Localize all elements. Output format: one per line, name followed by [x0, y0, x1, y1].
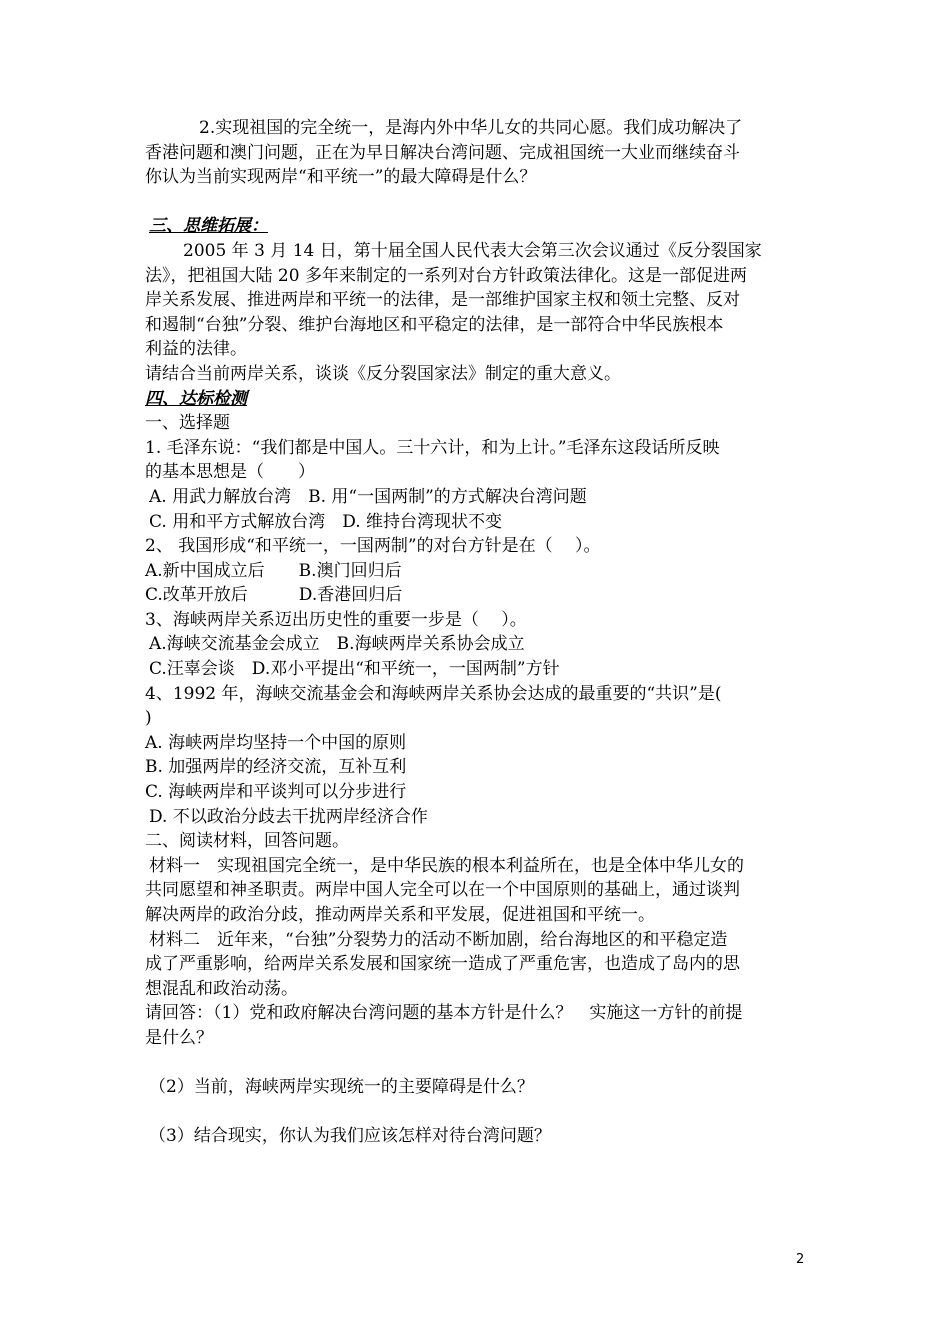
question-4 — [145, 682, 825, 830]
question-stem: 1. 毛泽东说：“我们都是中国人。三十六计，和为上计。”毛泽东这段话所反映 — [145, 437, 720, 458]
text-line: 是什么？ — [145, 1027, 213, 1048]
section-4 — [145, 387, 825, 1149]
text-line: 材料二 近年来，“台独”分裂势力的活动不断加剧，给台海地区的和平稳定造 — [149, 929, 728, 950]
text-line: 成了严重影响，给两岸关系发展和国家统一造成了严重危害，也造成了岛内的思 — [145, 954, 740, 975]
question-stem: 的基本思想是（ ） — [145, 462, 315, 483]
text-line: 香港问题和澳门问题，正在为早日解决台湾问题、完成祖国统一大业而继续奋斗 — [145, 142, 740, 163]
text-line: 请回答：（1）党和政府解决台湾问题的基本方针是什么？ 实施这一方针的前提 — [145, 1003, 743, 1024]
text-line: 2.实现祖国的完全统一，是海内外中华儿女的共同心愿。我们成功解决了 — [199, 118, 743, 138]
option-line: C.汪辜会谈 D.邓小平提出“和平统一，一国两制”方针 — [149, 659, 560, 680]
text-line: 你认为当前实现两岸“和平统一”的最大障碍是什么？ — [145, 167, 537, 188]
answer-question-2: （2）当前，海峡两岸实现统一的主要障碍是什么？ — [149, 1077, 534, 1098]
text-line: 岸关系发展、推进两岸和平统一的法律，是一部维护国家主权和领土完整、反对 — [145, 290, 740, 311]
text-line: 利益的法律。 — [145, 339, 247, 360]
option-line: D. 不以政治分歧去干扰两岸经济合作 — [149, 806, 428, 827]
document-page — [145, 116, 825, 1149]
option-line: B. 加强两岸的经济交流，互补互利 — [145, 757, 407, 778]
question-stem: ) — [145, 708, 152, 729]
text-line: 2005 年 3 月 14 日，第十届全国人民代表大会第三次会议通过《反分裂国家 — [183, 240, 762, 261]
answer-question-3: （3）结合现实，你认为我们应该怎样对待台湾问题？ — [149, 1126, 551, 1147]
text-line: 法》，把祖国大陆 20 多年来制定的一系列对台方针政策法律化。这是一部促进两 — [145, 265, 747, 286]
question-2-block — [145, 116, 825, 190]
question-stem: 4、1992 年，海峡交流基金会和海峡两岸关系协会达成的最重要的“共识”是( — [145, 683, 722, 704]
option-line: A.新中国成立后 B.澳门回归后 — [145, 560, 402, 581]
question-stem: 2、 我国形成“和平统一，一国两制”的对台方针是在（ ）。 — [145, 536, 601, 557]
option-line: C.改革开放后 D.香港回归后 — [145, 585, 403, 606]
text-line: 想混乱和政治动荡。 — [145, 978, 298, 999]
text-line: 共同愿望和神圣职责。两岸中国人完全可以在一个中国原则的基础上，通过谈判 — [145, 880, 740, 901]
section-3 — [145, 214, 825, 386]
material-2 — [145, 928, 825, 1002]
discussion-prompt: 请结合当前两岸关系，谈谈《反分裂国家法》制定的重大意义。 — [145, 363, 621, 384]
answer-question-1 — [145, 1001, 825, 1050]
question-stem: 3、海峡两岸关系迈出历史性的重要一步是（ ）。 — [145, 609, 527, 630]
question-2 — [145, 534, 825, 608]
section-3-heading: 三、思维拓展： — [149, 216, 268, 237]
text-line: 材料一 实现祖国完全统一，是中华民族的根本利益所在，也是全体中华儿女的 — [149, 855, 744, 876]
option-line: A. 用武力解放台湾 B. 用“一国两制”的方式解决台湾问题 — [149, 486, 587, 507]
text-line: 和遏制“台独”分裂、维护台海地区和平稳定的法律，是一部符合中华民族根本 — [145, 314, 724, 335]
option-line: A. 海峡两岸均坚持一个中国的原则 — [145, 732, 407, 753]
text-line: 解决两岸的政治分歧，推动两岸关系和平发展，促进祖国和平统一。 — [145, 905, 655, 925]
part-1-title: 一、选择题 — [145, 413, 230, 434]
option-line: C. 海峡两岸和平谈判可以分步进行 — [145, 782, 407, 803]
option-line: A.海峡交流基金会成立 B.海峡两岸关系协会成立 — [149, 634, 525, 655]
material-1 — [145, 854, 825, 928]
option-line: C. 用和平方式解放台湾 D. 维持台湾现状不变 — [149, 511, 503, 532]
page-number: 2 — [796, 1252, 805, 1267]
question-3 — [145, 608, 825, 682]
question-1 — [145, 436, 825, 534]
section-4-heading: 四、达标检测 — [145, 388, 247, 409]
part-2-title: 二、阅读材料，回答问题。 — [145, 831, 349, 852]
